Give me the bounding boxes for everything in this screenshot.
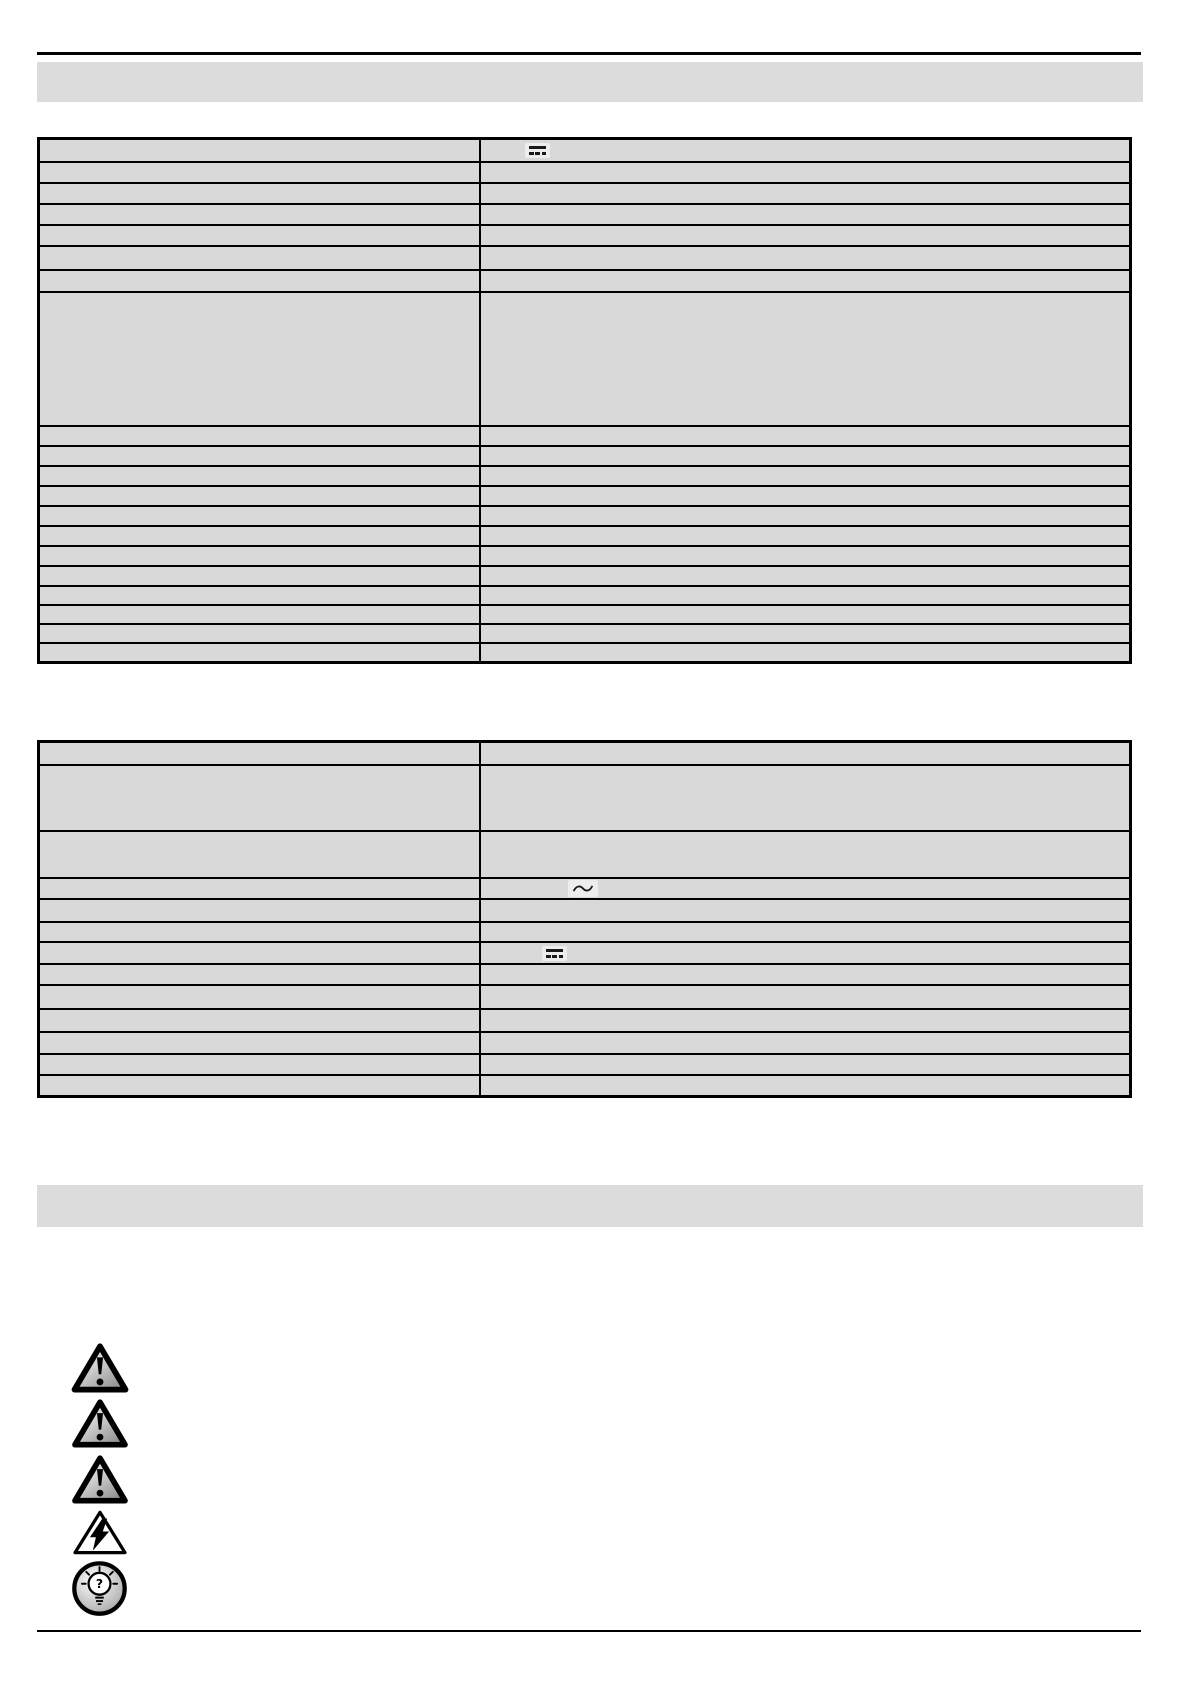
table-row <box>40 203 1129 224</box>
spec-value-cell <box>481 743 1129 764</box>
spec-value-cell <box>481 606 1129 623</box>
spec-value-cell <box>481 547 1129 565</box>
warning-triangle-icon <box>71 1454 129 1504</box>
spec-value-cell <box>481 644 1129 661</box>
table-row <box>40 743 1129 764</box>
ac-voltage-icon <box>568 880 598 897</box>
spec-value-cell <box>481 879 1129 898</box>
spec-value-cell <box>481 1055 1129 1074</box>
table-row <box>40 963 1129 984</box>
spec-value-cell <box>481 567 1129 585</box>
table-row <box>40 830 1129 877</box>
spec-value-cell <box>481 293 1129 425</box>
table-row <box>40 764 1129 830</box>
table-row <box>40 269 1129 291</box>
section-heading-band-2 <box>37 1185 1143 1227</box>
spec-value-cell <box>481 1033 1129 1053</box>
spec-value-cell <box>481 184 1129 203</box>
spec-value-cell <box>481 467 1129 485</box>
spec-value-cell <box>481 226 1129 245</box>
spec-table-1 <box>37 137 1132 664</box>
table-row <box>40 1008 1129 1031</box>
table-row <box>40 984 1129 1008</box>
table-row <box>40 182 1129 203</box>
spec-value-cell <box>481 986 1129 1008</box>
table-row <box>40 485 1129 505</box>
spec-value-cell <box>481 527 1129 545</box>
spec-value-cell <box>481 1076 1129 1095</box>
table-row <box>40 291 1129 425</box>
table-row <box>40 245 1129 269</box>
table-row <box>40 1074 1129 1095</box>
spec-value-cell <box>481 587 1129 604</box>
bottom-rule <box>37 1630 1141 1632</box>
table-row <box>40 877 1129 898</box>
spec-value-cell <box>481 247 1129 269</box>
table-row <box>40 565 1129 585</box>
section-heading-1-label <box>37 62 1143 82</box>
spec-value-cell <box>481 205 1129 224</box>
spec-value-cell <box>481 832 1129 877</box>
table-row <box>40 898 1129 921</box>
table-row <box>40 585 1129 604</box>
spec-value-cell <box>481 900 1129 921</box>
table-row <box>40 525 1129 545</box>
spec-value-cell <box>481 965 1129 984</box>
spec-value-cell <box>481 625 1129 642</box>
table-row <box>40 161 1129 182</box>
high-voltage-warning-icon <box>71 1508 129 1556</box>
spec-value-cell <box>481 507 1129 525</box>
warning-triangle-icon <box>71 1398 129 1448</box>
dc-voltage-icon <box>525 143 550 158</box>
table-row <box>40 1053 1129 1074</box>
table-row <box>40 465 1129 485</box>
spec-value-cell <box>481 487 1129 505</box>
spec-value-cell <box>481 427 1129 445</box>
top-rule <box>37 52 1141 55</box>
warning-triangle-icon <box>71 1342 129 1393</box>
safety-symbols-column <box>71 0 131 1684</box>
table-row <box>40 604 1129 623</box>
table-row <box>40 921 1129 941</box>
table-row <box>40 224 1129 245</box>
tip-lightbulb-icon <box>71 1560 128 1617</box>
section-heading-2-label <box>37 1185 1143 1205</box>
table-row <box>40 445 1129 465</box>
section-heading-band-1 <box>37 62 1143 102</box>
dc-voltage-icon <box>542 946 567 961</box>
table-row <box>40 623 1129 642</box>
spec-value-cell <box>481 163 1129 182</box>
table-row <box>40 642 1129 661</box>
spec-value-cell <box>481 1010 1129 1031</box>
table-row <box>40 505 1129 525</box>
table-row <box>40 545 1129 565</box>
spec-value-cell <box>481 271 1129 291</box>
spec-value-cell <box>481 447 1129 465</box>
table-row <box>40 140 1129 161</box>
tip-question-glyph: ? <box>95 1577 104 1592</box>
spec-value-cell <box>481 140 1129 161</box>
table-row <box>40 1031 1129 1053</box>
spec-value-cell <box>481 766 1129 830</box>
table-row <box>40 941 1129 963</box>
spec-value-cell <box>481 923 1129 941</box>
table-row <box>40 425 1129 445</box>
spec-value-cell <box>481 943 1129 963</box>
spec-table-2 <box>37 740 1132 1098</box>
